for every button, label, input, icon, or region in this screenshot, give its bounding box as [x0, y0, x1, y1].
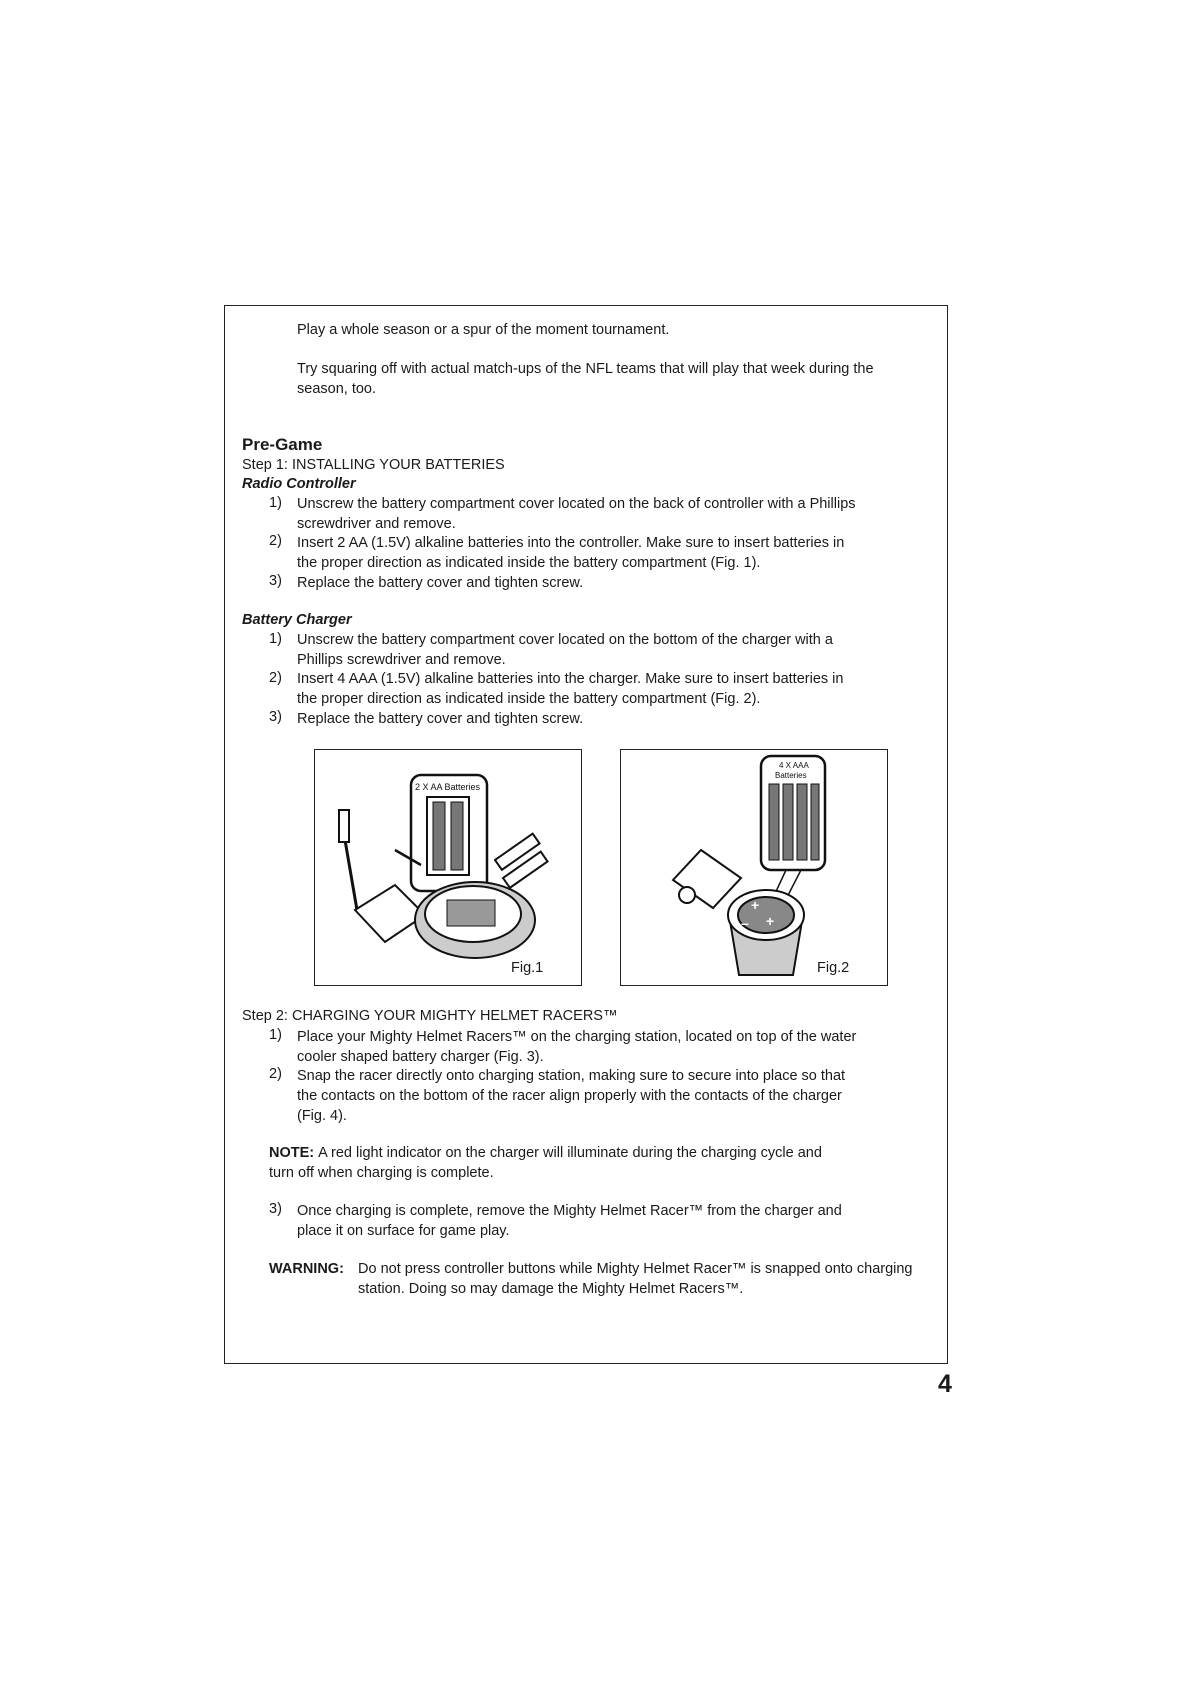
- step2-item-1-line-2: cooler shaped battery charger (Fig. 3).: [297, 1049, 544, 1065]
- radio-item-3-num: 3): [269, 573, 282, 589]
- charger-item-1-line-1: Unscrew the battery compartment cover located on the bottom of the charger with a: [297, 632, 833, 648]
- controller-battery-illustration: [315, 750, 583, 987]
- step2-item-1-line-1: Place your Mighty Helmet Racers™ on the charging station, located on top of the water: [297, 1029, 857, 1045]
- note-line-2: turn off when charging is complete.: [269, 1165, 494, 1181]
- step2-item-2-num: 2): [269, 1066, 282, 1082]
- svg-text:–: –: [741, 915, 749, 931]
- charger-item-1-num: 1): [269, 631, 282, 647]
- radio-item-1-num: 1): [269, 495, 282, 511]
- step2-item-3: [297, 1201, 917, 1241]
- note-line-1: A red light indicator on the charger will illuminate during the charging cycle and: [318, 1145, 822, 1161]
- step2-item-2-line-1: Snap the racer directly onto charging station, making sure to secure into place so that: [297, 1068, 846, 1084]
- warning-line-2: station. Doing so may damage the Mighty Helmet Racers™.: [358, 1281, 744, 1297]
- step2-item-2-line-2: the contacts on the bottom of the racer align properly with the contacts of the charger: [297, 1088, 842, 1104]
- charger-item-2-num: 2): [269, 670, 282, 686]
- svg-text:+: +: [766, 913, 775, 929]
- radio-item-1-line-1: Unscrew the battery compartment cover located on the back of controller with a Phillips: [297, 496, 856, 512]
- radio-item-1: [297, 494, 917, 534]
- fig2-callout-line-1: 4 X AAA: [779, 761, 809, 770]
- radio-item-3-line-1: Replace the battery cover and tighten screw.: [297, 575, 584, 591]
- warning-label: WARNING:: [269, 1261, 344, 1277]
- section-heading-pregame: Pre-Game: [242, 435, 323, 454]
- warning-body: [358, 1259, 913, 1299]
- charger-item-3-num: 3): [269, 709, 282, 725]
- figure-2: [620, 749, 888, 986]
- charger-item-3-line-1: Replace the battery cover and tighten screw.: [297, 711, 584, 727]
- step2-item-1-num: 1): [269, 1027, 282, 1043]
- charger-item-2-line-1: Insert 4 AAA (1.5V) alkaline batteries into the charger. Make sure to insert batteries in: [297, 671, 844, 687]
- intro-line-2a: Try squaring off with actual match-ups of the NFL teams that will play that week during the: [297, 361, 874, 377]
- figure-1: [314, 749, 582, 986]
- radio-controller-title: Radio Controller: [242, 476, 356, 492]
- fig1-callout-text: 2 X AA Batteries: [415, 782, 481, 792]
- charger-battery-illustration: [621, 750, 889, 987]
- charger-item-2-line-2: the proper direction as indicated inside the battery compartment (Fig. 2).: [297, 691, 761, 707]
- charger-item-1: [297, 630, 917, 670]
- radio-item-2: [297, 533, 917, 573]
- intro-line-1: Play a whole season or a spur of the moment tournament.: [297, 322, 670, 338]
- radio-item-2-num: 2): [269, 533, 282, 549]
- fig2-callout-line-2: Batteries: [775, 771, 807, 780]
- radio-item-1-line-2: screwdriver and remove.: [297, 516, 456, 532]
- step2-item-1: [297, 1027, 917, 1067]
- warning-line-1: Do not press controller buttons while Mighty Helmet Racer™ is snapped onto charging: [358, 1261, 913, 1277]
- note-label: NOTE:: [269, 1145, 315, 1161]
- step2-item-2-line-3: (Fig. 4).: [297, 1108, 347, 1124]
- step2-title: Step 2: CHARGING YOUR MIGHTY HELMET RACERS™: [242, 1008, 618, 1024]
- svg-text:+: +: [751, 897, 760, 913]
- fig2-label: Fig.2: [817, 960, 850, 976]
- charger-item-1-line-2: Phillips screwdriver and remove.: [297, 652, 506, 668]
- note-block: [269, 1143, 889, 1183]
- step1-title: Step 1: INSTALLING YOUR BATTERIES: [242, 457, 505, 473]
- step2-item-2: [297, 1066, 917, 1126]
- page-number: 4: [938, 1370, 952, 1398]
- step2-item-3-line-1: Once charging is complete, remove the Mighty Helmet Racer™ from the charger and: [297, 1203, 842, 1219]
- charger-item-3: [297, 709, 917, 729]
- step2-item-3-num: 3): [269, 1201, 282, 1217]
- step2-item-3-line-2: place it on surface for game play.: [297, 1223, 510, 1239]
- intro-line-2b: season, too.: [297, 381, 376, 397]
- radio-item-2-line-1: Insert 2 AA (1.5V) alkaline batteries into the controller. Make sure to insert batteries in: [297, 535, 845, 551]
- charger-item-2: [297, 669, 917, 709]
- fig1-label: Fig.1: [511, 960, 544, 976]
- radio-item-2-line-2: the proper direction as indicated inside the battery compartment (Fig. 1).: [297, 555, 761, 571]
- radio-item-3: [297, 573, 917, 593]
- battery-charger-title: Battery Charger: [242, 612, 352, 628]
